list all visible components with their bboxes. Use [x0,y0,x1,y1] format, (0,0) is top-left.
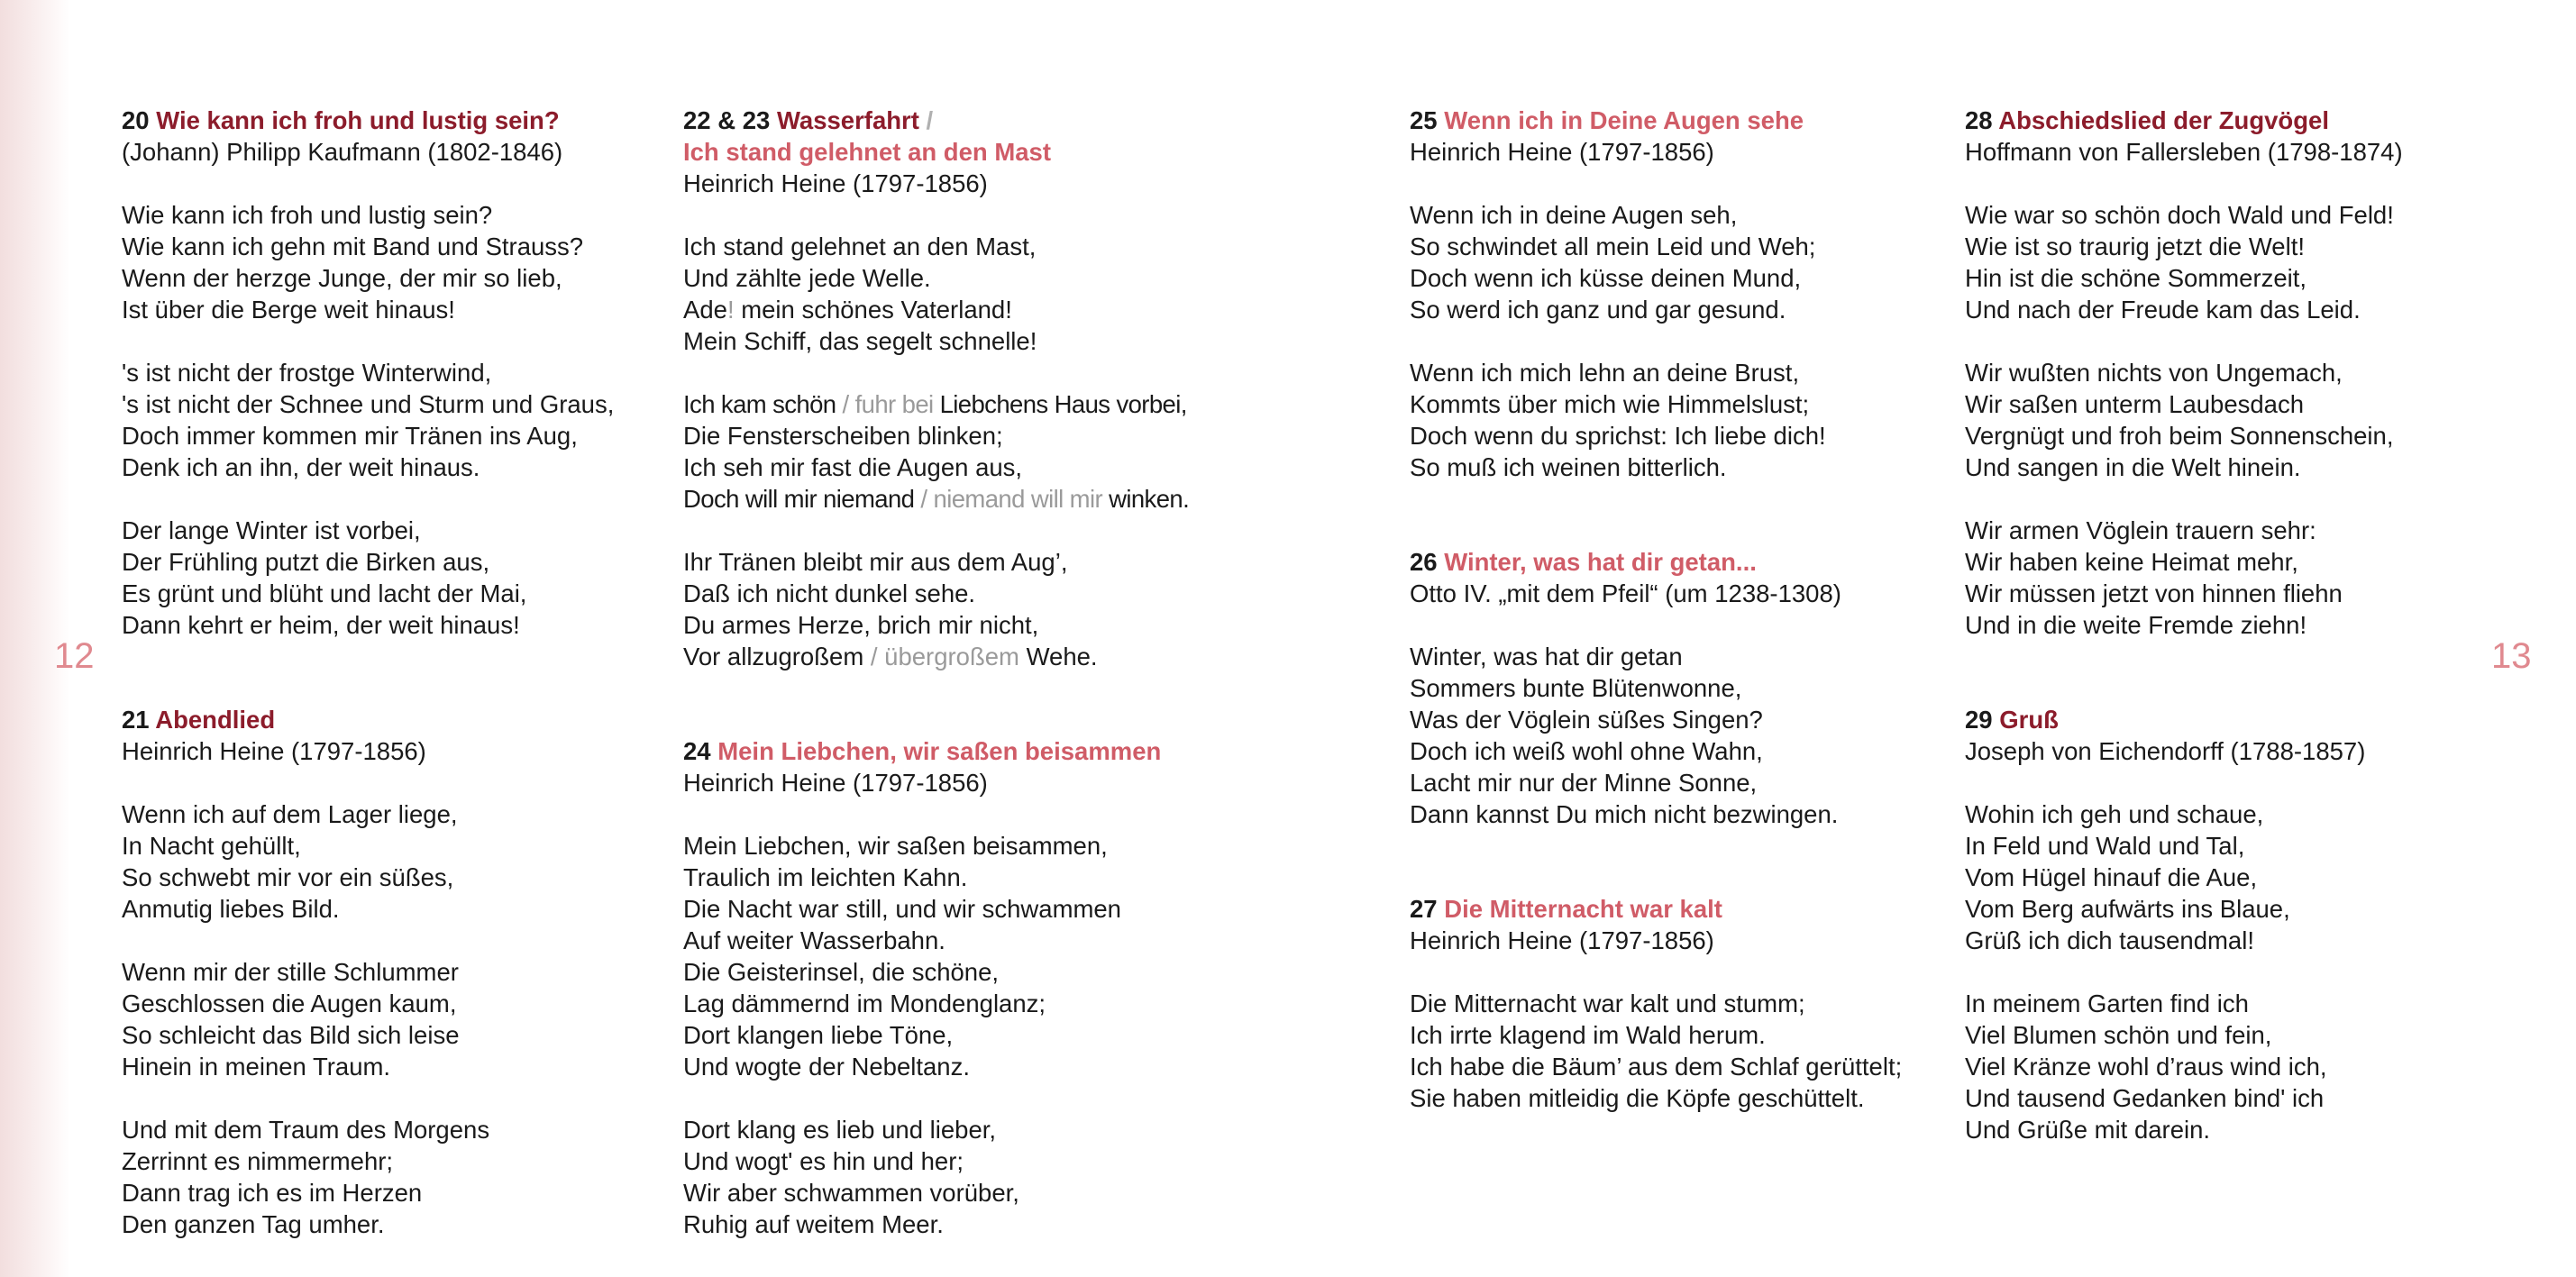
song-heading [1965,704,2506,735]
page-number-right: 13 [2491,636,2532,676]
verse-line: So schwebt mir vor ein süßes, [122,863,454,891]
verse-line: Hinein in meinen Traum. [122,1053,391,1081]
song-number: 20 [122,106,150,134]
song-heading [683,735,1224,767]
verse-line: Dort klangen liebe Töne, [683,1021,954,1049]
verse-line: Sommers bunte Blütenwonne, [1410,674,1742,702]
verse-line: Und Grüße mit darein. [1965,1116,2211,1144]
song-number: 25 [1410,106,1438,134]
stanza [122,798,662,925]
verse-line: Ich stand gelehnet an den Mast, [683,233,1037,260]
verse-line: Wenn ich in deine Augen seh, [1410,201,1738,229]
verse-line: So muß ich weinen bitterlich. [1410,453,1727,481]
song-title: Winter, was hat dir getan... [1444,548,1757,576]
song-number: 21 [122,706,150,734]
verse-line [683,641,1224,672]
verse-line: Doch immer kommen mir Tränen ins Aug, [122,422,578,450]
verse-line: Ruhig auf weitem Meer. [683,1210,944,1238]
verse-line: Zerrinnt es nimmermehr; [122,1147,394,1175]
song-author: Otto IV. „mit dem Pfeil“ (um 1238-1308) [1410,579,1841,607]
song-title: Abendlied [155,706,276,734]
verse-line: Hin ist die schöne Sommerzeit, [1965,264,2307,292]
stanza [683,231,1224,357]
stanza [1410,641,1950,830]
verse-line: So schleicht das Bild sich leise [122,1021,460,1049]
song-29 [1965,704,2506,1145]
verse-line: Wir müssen jetzt von hinnen fliehn [1965,579,2343,607]
song-28 [1965,105,2506,641]
verse-fragment: Vor allzugroßem [683,643,864,670]
song-heading [122,704,662,735]
verse-line: Doch ich weiß wohl ohne Wahn, [1410,737,1763,765]
song-24 [683,735,1224,1240]
verse-fragment: Liebchens Haus vorbei, [939,390,1187,418]
verse-line: In Feld und Wald und Tal, [1965,832,2245,860]
verse-line: Mein Liebchen, wir saßen beisammen, [683,832,1108,860]
stanza [122,515,662,641]
verse-line: 's ist nicht der frostge Winterwind, [122,359,492,387]
song-heading [1410,893,1950,925]
song-number: 28 [1965,106,1993,134]
song-22-23 [683,105,1224,672]
stanza [1965,199,2506,325]
verse-line [683,483,1224,515]
stanza [1965,515,2506,641]
verse-line: Den ganzen Tag umher. [122,1210,385,1238]
verse-line: Und mit dem Traum des Morgens [122,1116,490,1144]
verse-fragment: Ich kam schön [683,390,836,418]
verse-line: Dann kehrt er heim, der weit hinaus! [122,611,520,639]
verse-line: Geschlossen die Augen kaum, [122,990,457,1017]
verse-line: Wenn ich auf dem Lager liege, [122,800,458,828]
song-number: 24 [683,737,711,765]
stanza [683,830,1224,1082]
stanza [122,199,662,325]
song-author: (Johann) Philipp Kaufmann (1802-1846) [122,138,563,166]
verse-line: Daß ich nicht dunkel sehe. [683,579,976,607]
song-title: Abschiedslied der Zugvögel [1998,106,2329,134]
song-author: Heinrich Heine (1797-1856) [683,769,988,797]
verse-line: So schwindet all mein Leid und Weh; [1410,233,1816,260]
variant-text: / übergroßem [863,643,1027,670]
song-title: Die Mitternacht war kalt [1444,895,1722,923]
verse-line: Winter, was hat dir getan [1410,643,1683,670]
verse-fragment: winken. [1109,485,1190,513]
song-25 [1410,105,1950,483]
verse-line: Wenn der herzge Junge, der mir so lieb, [122,264,562,292]
song-26 [1410,546,1950,830]
verse-line: Wie ist so traurig jetzt die Welt! [1965,233,2305,260]
column-4 [1965,105,2506,1145]
verse-fragment: Doch will mir niemand [683,485,915,513]
song-21 [122,704,662,1240]
song-subtitle: Ich stand gelehnet an den Mast [683,138,1051,166]
stanza [122,357,662,483]
verse-line: Der lange Winter ist vorbei, [122,516,421,544]
song-heading [1965,105,2506,136]
stanza [122,956,662,1082]
verse-line: Die Mitternacht war kalt und stumm; [1410,990,1805,1017]
verse-line: Wir saßen unterm Laubesdach [1965,390,2305,418]
verse-line: Du armes Herze, brich mir nicht, [683,611,1039,639]
verse-line: Ihr Tränen bleibt mir aus dem Aug’, [683,548,1068,576]
song-author: Heinrich Heine (1797-1856) [1410,926,1714,954]
verse-line: Anmutig liebes Bild. [122,895,340,923]
verse-line: Viel Kränze wohl d’raus wind ich, [1965,1053,2327,1081]
verse-line: Mein Schiff, das segelt schnelle! [683,327,1037,355]
variant-text: / niemand will mir [914,485,1110,513]
stanza [1965,988,2506,1145]
verse-line: Dort klang es lieb und lieber, [683,1116,997,1144]
verse-line: Und tausend Gedanken bind' ich [1965,1084,2325,1112]
title-separator: / [926,106,934,134]
stanza [683,1114,1224,1240]
verse-line: Auf weiter Wasserbahn. [683,926,945,954]
verse-line: Es grünt und blüht und lacht der Mai, [122,579,527,607]
verse-line: So werd ich ganz und gar gesund. [1410,296,1786,324]
verse-line: 's ist nicht der Schnee und Sturm und Graus, [122,390,615,418]
verse-line: Viel Blumen schön und fein, [1965,1021,2272,1049]
song-author: Joseph von Eichendorff (1788-1857) [1965,737,2366,765]
variant-mark: ! [726,296,735,324]
song-number: 26 [1410,548,1438,576]
verse-line: In Nacht gehüllt, [122,832,301,860]
variant-text: / fuhr bei [836,390,940,418]
verse-line: Wir aber schwammen vorüber, [683,1179,1019,1207]
verse-line: Dann trag ich es im Herzen [122,1179,423,1207]
verse-line: In meinem Garten find ich [1965,990,2249,1017]
verse-line: Die Nacht war still, und wir schwammen [683,895,1121,923]
song-title: Wasserfahrt [776,106,919,134]
verse-line: Vom Hügel hinauf die Aue, [1965,863,2258,891]
song-heading [683,105,1224,136]
stanza [1410,357,1950,483]
song-20 [122,105,662,641]
verse-line: Doch wenn du sprichst: Ich liebe dich! [1410,422,1826,450]
verse-line [683,294,1224,325]
column-1 [122,105,662,1240]
verse-line: Und in die weite Fremde ziehn! [1965,611,2307,639]
song-heading [1410,546,1950,578]
verse-line: Lag dämmernd im Mondenglanz; [683,990,1046,1017]
verse-line: Und sangen in die Welt hinein. [1965,453,2301,481]
stanza [1965,357,2506,483]
song-author: Heinrich Heine (1797-1856) [1410,138,1714,166]
verse-line [683,388,1224,420]
verse-line: Traulich im leichten Kahn. [683,863,968,891]
verse-line: Die Geisterinsel, die schöne, [683,958,1000,986]
verse-line: Und wogte der Nebeltanz. [683,1053,970,1081]
verse-line: Wie war so schön doch Wald und Feld! [1965,201,2394,229]
song-number: 29 [1965,706,1993,734]
verse-line: Wohin ich geh und schaue, [1965,800,2264,828]
song-heading [122,105,662,136]
stanza [683,388,1224,515]
verse-line: Vergnügt und froh beim Sonnenschein, [1965,422,2394,450]
verse-line: Wie kann ich froh und lustig sein? [122,201,493,229]
stanza [1410,988,1950,1114]
page-number-left: 12 [54,636,95,676]
song-title: Wenn ich in Deine Augen sehe [1444,106,1804,134]
verse-fragment: mein schönes Vaterland! [734,296,1012,324]
verse-line: Wir wußten nichts von Ungemach, [1965,359,2343,387]
song-number: 22 & 23 [683,106,771,134]
verse-line: Denk ich an ihn, der weit hinaus. [122,453,480,481]
verse-line: Vom Berg aufwärts ins Blaue, [1965,895,2290,923]
verse-line: Ich irrte klagend im Wald herum. [1410,1021,1766,1049]
verse-line: Ist über die Berge weit hinaus! [122,296,455,324]
column-3 [1410,105,1950,1114]
verse-line: Doch wenn ich küsse deinen Mund, [1410,264,1802,292]
song-title: Gruß [1999,706,2059,734]
verse-line: Wie kann ich gehn mit Band und Strauss? [122,233,584,260]
verse-line: Und zählte jede Welle. [683,264,931,292]
verse-line: Wir armen Vöglein trauern sehr: [1965,516,2316,544]
verse-line: Lacht mir nur der Minne Sonne, [1410,769,1758,797]
verse-fragment: Wehe. [1026,643,1098,670]
song-title: Wie kann ich froh und lustig sein? [156,106,560,134]
song-27 [1410,893,1950,1114]
verse-line: Wenn ich mich lehn an deine Brust, [1410,359,1800,387]
stanza [1410,199,1950,325]
verse-line: Ich seh mir fast die Augen aus, [683,453,1023,481]
verse-line: Und nach der Freude kam das Leid. [1965,296,2361,324]
verse-line: Ich habe die Bäum’ aus dem Schlaf gerüttelt; [1410,1053,1903,1081]
verse-line: Dann kannst Du mich nicht bezwingen. [1410,800,1839,828]
song-author: Heinrich Heine (1797-1856) [122,737,426,765]
column-2 [683,105,1224,1240]
verse-line: Sie haben mitleidig die Köpfe geschüttelt. [1410,1084,1865,1112]
verse-line: Der Frühling putzt die Birken aus, [122,548,490,576]
song-heading [1410,105,1950,136]
verse-line: Wir haben keine Heimat mehr, [1965,548,2298,576]
song-author: Heinrich Heine (1797-1856) [683,169,988,197]
stanza [683,546,1224,672]
song-number: 27 [1410,895,1438,923]
verse-line: Wenn mir der stille Schlummer [122,958,459,986]
verse-line: Grüß ich dich tausendmal! [1965,926,2254,954]
song-author: Hoffmann von Fallersleben (1798-1874) [1965,138,2403,166]
stanza [1965,798,2506,956]
stanza [122,1114,662,1240]
verse-line: Kommts über mich wie Himmelslust; [1410,390,1810,418]
verse-line: Was der Vöglein süßes Singen? [1410,706,1763,734]
song-title: Mein Liebchen, wir saßen beisammen [717,737,1162,765]
verse-fragment: Ade [683,296,727,324]
verse-line: Und wogt' es hin und her; [683,1147,964,1175]
verse-line: Die Fensterscheiben blinken; [683,422,1003,450]
